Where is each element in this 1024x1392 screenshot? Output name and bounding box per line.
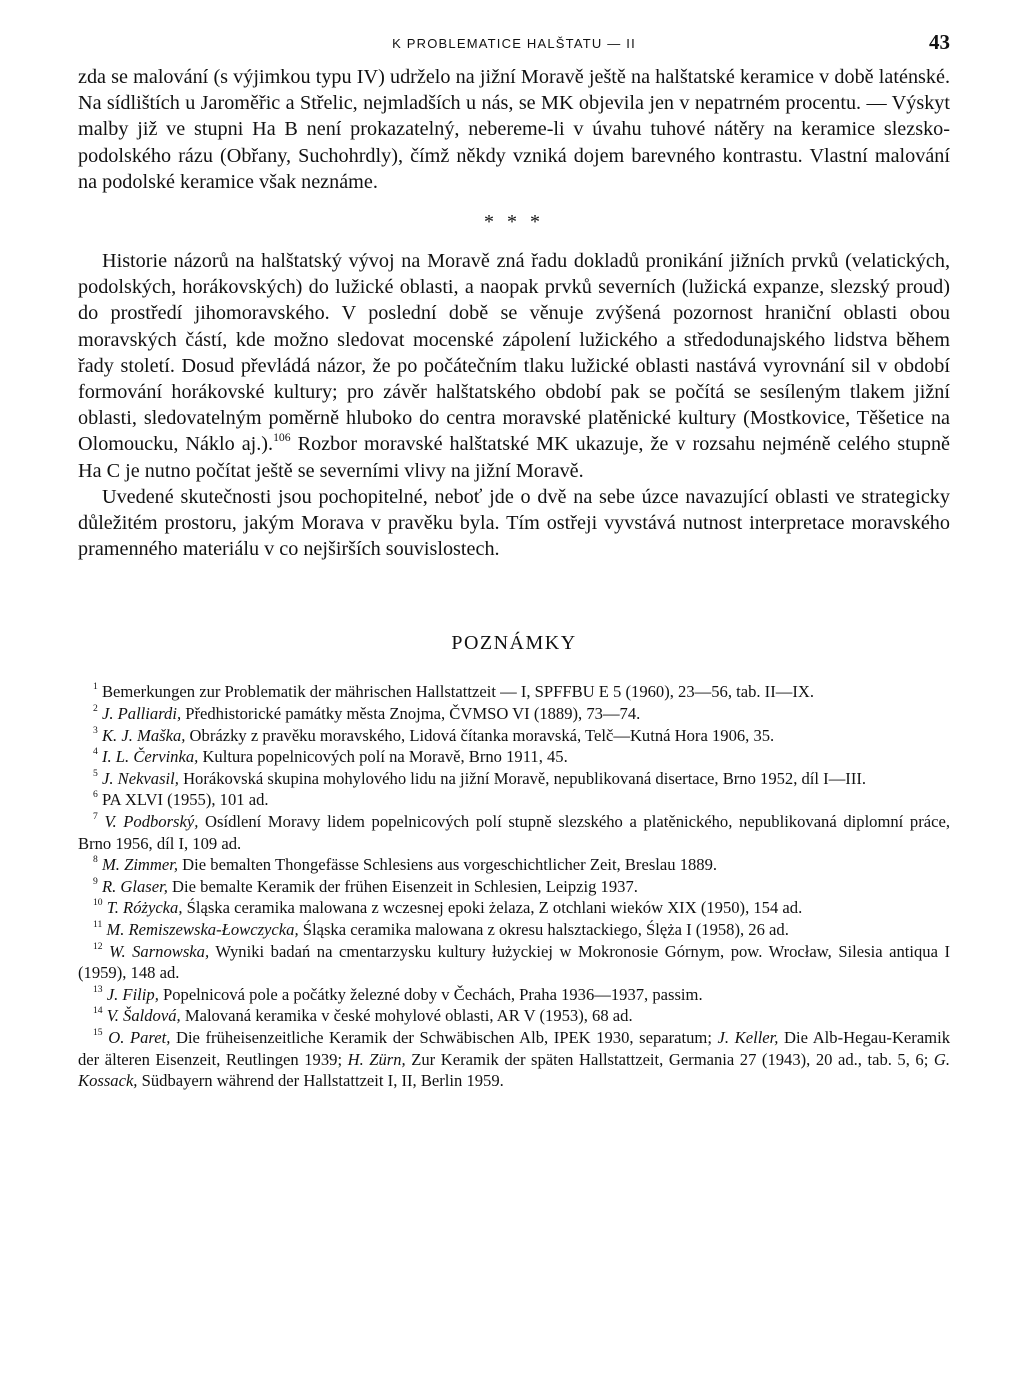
note-item	[78, 1005, 950, 1027]
note-item	[78, 681, 950, 703]
note-author: V. Podborský,	[104, 812, 199, 832]
note-item	[78, 811, 950, 854]
note-number: 2	[93, 703, 98, 715]
note-number: 9	[93, 875, 98, 887]
notes-list	[78, 681, 950, 1091]
note-item	[78, 897, 950, 919]
note-author: V. Šaldová,	[106, 1006, 181, 1026]
note-author: R. Glaser,	[101, 876, 168, 896]
note-author: J. Palliardi,	[101, 704, 182, 724]
note-item	[78, 768, 950, 790]
note-author: J. Filip,	[106, 984, 159, 1004]
note-text: Die Alb-Hegau-Keramik der älteren Eisenzeit, Reutlingen 1939;	[78, 1027, 950, 1069]
note-text: Popelnicová pole a počátky železné doby v Čechách, Praha 1936—1937, passim.	[158, 984, 703, 1004]
paragraph: zda se malování (s výjimkou typu IV) udrželo na jižní Moravě ještě na halštatské keramice v době laténské. Na sídlištích u Jaroměřic a Střelic, nejmladších u nás, se MK objevila jen v nepatrném procentu. — Výskyt malby již ve stupni Ha B není prokazatelný, nebereme-li v úvahu tuhové nátěry na keramice slezsko-podolského rázu (Obřany, Suchohrdly), čímž někdy vzniká dojem barevného kontrastu. Vlastní malování na podolské keramice však neznáme.	[78, 66, 950, 193]
note-number: 7	[93, 811, 98, 823]
note-author: O. Paret,	[108, 1027, 171, 1047]
note-item	[78, 941, 950, 984]
note-item	[78, 854, 950, 876]
note-text: PA XLVI (1955), 101 ad.	[101, 790, 269, 810]
note-item	[78, 725, 950, 747]
notes-heading: POZNÁMKY	[451, 632, 577, 655]
note-number: 4	[93, 746, 98, 758]
paragraph: Uvedené skutečnosti jsou pochopitelné, neboť jde o dvě na sebe úzce navazující oblasti ve strategicky důležitém prostoru, jakým Morava v pravěku byla. Tím ostřeji vyvstává nutnost interpretace moravského pramenného materiálu v co nejširších souvislostech.	[78, 485, 950, 561]
note-number: 13	[93, 983, 103, 995]
note-author: W. Sarnowska,	[109, 941, 210, 961]
note-author: G. Kossack,	[78, 1049, 950, 1091]
note-number: 5	[93, 767, 98, 779]
note-number: 1	[93, 681, 98, 693]
note-number: 11	[93, 919, 103, 931]
note-author: T. Różycka,	[106, 898, 183, 918]
note-number: 3	[93, 724, 98, 736]
main-text	[78, 64, 950, 562]
note-author: M. Remiszewska-Łowczycka,	[106, 919, 299, 939]
note-number: 15	[93, 1026, 103, 1038]
note-number: 12	[93, 940, 103, 952]
paragraph	[78, 248, 950, 484]
note-text: Die früheisenzeitliche Keramik der Schwäbischen Alb, IPEK 1930, separatum;	[170, 1027, 718, 1047]
footnote-reference: 106	[273, 430, 291, 444]
note-text: Die bemalte Keramik der frühen Eisenzeit in Schlesien, Leipzig 1937.	[167, 876, 638, 896]
note-author: K. J. Maška,	[101, 725, 186, 745]
note-item	[78, 919, 950, 941]
note-author: I. L. Červinka,	[101, 747, 199, 767]
note-text: Zur Keramik der späten Hallstattzeit, Germania 27 (1943), 20 ad., tab. 5, 6;	[405, 1049, 934, 1069]
note-number: 10	[93, 897, 103, 909]
note-item	[78, 746, 950, 768]
note-item	[78, 703, 950, 725]
note-item	[78, 789, 950, 811]
note-text: Śląska ceramika malowana z okresu halsztackiego, Ślęża I (1958), 26 ad.	[298, 919, 789, 939]
note-text: Horákovská skupina mohylového lidu na jižní Moravě, nepublikovaná disertace, Brno 1952, díl I—III.	[178, 768, 867, 788]
page	[78, 30, 950, 1092]
note-author: J. Keller,	[717, 1027, 779, 1047]
page-number: 43	[929, 30, 950, 54]
note-text: Śląska ceramika malowana z wczesnej epoki żelaza, Z otchlani wieków XIX (1950), 154 ad.	[182, 898, 803, 918]
note-text: Malovaná keramika v české mohylové oblasti, AR V (1953), 68 ad.	[180, 1006, 633, 1026]
section-separator: * * *	[484, 211, 544, 234]
note-text: Südbayern während der Hallstattzeit I, II, Berlin 1959.	[137, 1071, 504, 1091]
note-number: 14	[93, 1005, 103, 1017]
note-author: M. Zimmer,	[101, 855, 179, 875]
paragraph-text: Rozbor moravské halštatské MK ukazuje, že v rozsahu nejméně celého stupně Ha C je nutno počítat ještě se severními vlivy na jižní Moravě.	[78, 433, 950, 482]
note-text: Bemerkungen zur Problematik der mährischen Hallstattzeit — I, SPFFBU E 5 (1960), 23—56, tab. II—IX.	[101, 682, 814, 702]
note-text: Kultura popelnicových polí na Moravě, Brno 1911, 45.	[198, 747, 568, 767]
note-item	[78, 984, 950, 1006]
note-number: 6	[93, 789, 98, 801]
note-text: Osídlení Moravy lidem popelnicových polí stupně slezského a platěnického, nepublikovaná diplomní práce, Brno 1956, díl I, 109 ad.	[78, 812, 951, 853]
paragraph-text: Historie názorů na halštatský vývoj na Moravě zná řadu dokladů pronikání jižních prvků (velatických, podolských, horákovských) do lužické oblasti, a naopak prvků severních (lužická expanze, slezský proud) do prostředí jihomoravského. V poslední době se věnuje zvýšená pozornost hraniční oblasti obou moravských částí, kde možno sledovat mocenské zápolení lužického a středodunajského lidstva během řady století. Dosud převládá názor, že po počátečním tlaku lužické oblasti nastává vyrovnání sil v období formování horákovské kultury; pro závěr halštatského období pak se počítá se sesíleným tlakem jižní oblasti, sledovatelným poměrně hluboko do centra moravské platěnické kultury (Mostkovice, Těšetice na Olomoucku, Náklo aj.).	[78, 250, 950, 456]
note-text: Wyniki badań na cmentarzysku kultury łużyckiej w Mokronosie Górnym, pow. Wrocław, Silesia antiqua I (1959), 148 ad.	[78, 941, 950, 983]
note-author: J. Nekvasil,	[101, 768, 179, 788]
running-title: K PROBLEMATICE HALŠTATU — II	[392, 36, 636, 51]
note-number: 8	[93, 854, 98, 866]
page-header	[78, 30, 950, 64]
note-item	[78, 876, 950, 898]
note-item	[78, 1027, 950, 1092]
note-author: H. Zürn,	[347, 1049, 406, 1069]
note-text: Předhistorické památky města Znojma, ČVMSO VI (1889), 73—74.	[181, 704, 641, 724]
note-text: Obrázky z pravěku moravského, Lidová čítanka moravská, Telč—Kutná Hora 1906, 35.	[185, 725, 775, 745]
note-text: Die bemalten Thongefässe Schlesiens aus vorgeschichtlicher Zeit, Breslau 1889.	[178, 855, 718, 875]
